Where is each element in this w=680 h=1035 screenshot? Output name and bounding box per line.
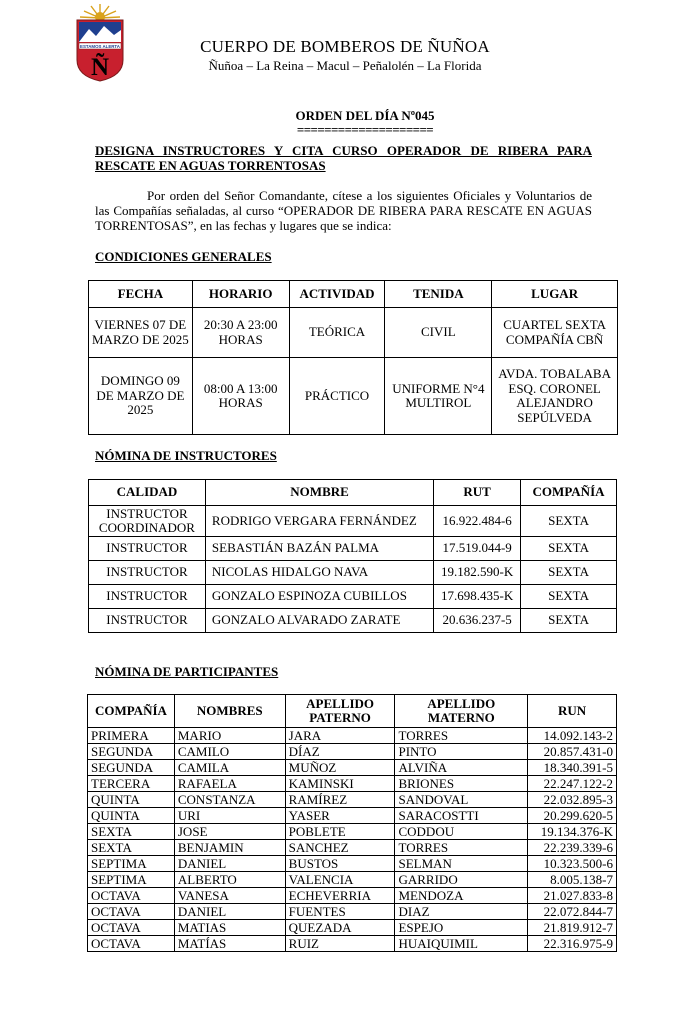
cell-tenida: CIVIL [385, 308, 492, 358]
cell-run: 21.819.912-7 [528, 920, 617, 936]
col-actividad: ACTIVIDAD [289, 281, 385, 308]
col-horario: HORARIO [192, 281, 289, 308]
cell-nombres: CAMILO [174, 744, 285, 760]
cell-apellido-paterno: POBLETE [285, 824, 395, 840]
cell-apellido-paterno: RUIZ [285, 936, 395, 952]
conditions-heading: CONDICIONES GENERALES [95, 249, 272, 264]
bomberos-crest-logo [74, 2, 126, 82]
cell-actividad: PRÁCTICO [289, 358, 385, 435]
order-separator: ==================== [296, 122, 434, 137]
cell-run: 19.134.376-K [528, 824, 617, 840]
instructors-header-row [89, 480, 617, 506]
cell-apellido-materno: GARRIDO [395, 872, 528, 888]
cell-actividad: TEÓRICA [289, 308, 385, 358]
cell-nombres: RAFAELA [174, 776, 285, 792]
cell-compania: SEPTIMA [88, 856, 175, 872]
table-row [89, 358, 618, 435]
institution-title: CUERPO DE BOMBEROS DE ÑUÑOA [200, 37, 490, 56]
table-row [88, 824, 617, 840]
cell-apellido-paterno: DÍAZ [285, 744, 395, 760]
cell-nombres: MATIAS [174, 920, 285, 936]
cell-apellido-paterno: KAMINSKI [285, 776, 395, 792]
cell-apellido-paterno: RAMÍREZ [285, 792, 395, 808]
cell-run: 22.072.844-7 [528, 904, 617, 920]
participants-table [87, 694, 617, 952]
cell-compania: OCTAVA [88, 904, 175, 920]
table-row [88, 744, 617, 760]
cell-nombres: VANESA [174, 888, 285, 904]
cell-run: 22.316.975-9 [528, 936, 617, 952]
cell-nombres: CAMILA [174, 760, 285, 776]
cell-compania: SEXTA [88, 824, 175, 840]
table-row [88, 840, 617, 856]
cell-lugar: AVDA. TOBALABA ESQ. CORONEL ALEJANDRO SEPÚLVEDA [492, 358, 618, 435]
cell-compania: SEPTIMA [88, 872, 175, 888]
cell-nombres: DANIEL [174, 904, 285, 920]
table-row [88, 728, 617, 744]
cell-compania: OCTAVA [88, 936, 175, 952]
cell-rut: 20.636.237-5 [434, 609, 521, 633]
conditions-table [88, 280, 618, 435]
cell-tenida: UNIFORME N°4 MULTIROL [385, 358, 492, 435]
cell-apellido-materno: SARACOSTTI [395, 808, 528, 824]
cell-nombres: MATÍAS [174, 936, 285, 952]
cell-nombres: MARIO [174, 728, 285, 744]
cell-apellido-materno: MENDOZA [395, 888, 528, 904]
cell-compania: TERCERA [88, 776, 175, 792]
table-row [88, 920, 617, 936]
col-rut: RUT [434, 480, 521, 506]
col-nombres: NOMBRES [174, 695, 285, 728]
col-apellido-paterno: APELLIDO PATERNO [285, 695, 395, 728]
logo-motto: ESTAMOS ALERTA [80, 44, 120, 49]
table-row [89, 537, 617, 561]
cell-apellido-paterno: BUSTOS [285, 856, 395, 872]
cell-fecha: VIERNES 07 DE MARZO DE 2025 [89, 308, 193, 358]
order-subject: DESIGNA INSTRUCTORES Y CITA CURSO OPERADOR DE RIBERA PARA RESCATE EN AGUAS TORRENTOSAS [95, 143, 592, 173]
cell-apellido-paterno: SANCHEZ [285, 840, 395, 856]
cell-run: 20.299.620-5 [528, 808, 617, 824]
col-nombre: NOMBRE [205, 480, 433, 506]
order-paragraph: Por orden del Señor Comandante, cítese a los siguientes Oficiales y Voluntarios de las Compañías señaladas, al curso “OPERADOR DE RIBERA PARA RESCATE EN AGUAS TORRENTOSAS”, en las fechas y lugares que se indica: [95, 188, 592, 233]
cell-nombre: GONZALO ALVARADO ZARATE [205, 609, 433, 633]
col-lugar: LUGAR [492, 281, 618, 308]
order-title: ORDEN DEL DÍA Nº045 [295, 108, 435, 123]
table-row [88, 808, 617, 824]
cell-compania: SEGUNDA [88, 744, 175, 760]
col-calidad: CALIDAD [89, 480, 206, 506]
cell-apellido-materno: ALVIÑA [395, 760, 528, 776]
table-row [88, 904, 617, 920]
cell-apellido-paterno: VALENCIA [285, 872, 395, 888]
cell-compania: PRIMERA [88, 728, 175, 744]
cell-compania: SEGUNDA [88, 760, 175, 776]
cell-calidad: INSTRUCTOR [89, 609, 206, 633]
cell-apellido-paterno: JARA [285, 728, 395, 744]
cell-apellido-paterno: MUÑOZ [285, 760, 395, 776]
instructors-table [88, 479, 617, 633]
cell-compania: SEXTA [521, 506, 617, 537]
cell-compania: OCTAVA [88, 920, 175, 936]
col-run: RUN [528, 695, 617, 728]
cell-apellido-paterno: ECHEVERRIA [285, 888, 395, 904]
cell-nombre: NICOLAS HIDALGO NAVA [205, 561, 433, 585]
cell-horario: 08:00 A 13:00 HORAS [192, 358, 289, 435]
logo-letter: Ñ [90, 54, 110, 81]
cell-apellido-materno: DIAZ [395, 904, 528, 920]
cell-run: 20.857.431-0 [528, 744, 617, 760]
table-row [89, 609, 617, 633]
cell-rut: 17.698.435-K [434, 585, 521, 609]
cell-apellido-paterno: FUENTES [285, 904, 395, 920]
cell-compania: SEXTA [521, 609, 617, 633]
table-row [89, 585, 617, 609]
table-row [88, 760, 617, 776]
table-row [89, 561, 617, 585]
cell-run: 21.027.833-8 [528, 888, 617, 904]
cell-nombres: URI [174, 808, 285, 824]
cell-apellido-materno: BRIONES [395, 776, 528, 792]
col-fecha: FECHA [89, 281, 193, 308]
cell-compania: QUINTA [88, 808, 175, 824]
cell-run: 22.239.339-6 [528, 840, 617, 856]
cell-compania: SEXTA [521, 537, 617, 561]
col-compania: COMPAÑÍA [521, 480, 617, 506]
cell-apellido-materno: PINTO [395, 744, 528, 760]
table-row [88, 888, 617, 904]
institution-communes: Ñuñoa – La Reina – Macul – Peñalolén – La Florida [208, 58, 482, 73]
cell-calidad: INSTRUCTOR [89, 537, 206, 561]
cell-apellido-materno: ESPEJO [395, 920, 528, 936]
table-row [88, 872, 617, 888]
cell-calidad: INSTRUCTOR [89, 561, 206, 585]
cell-nombres: CONSTANZA [174, 792, 285, 808]
cell-run: 22.247.122-2 [528, 776, 617, 792]
participants-heading: NÓMINA DE PARTICIPANTES [95, 664, 279, 679]
cell-rut: 17.519.044-9 [434, 537, 521, 561]
cell-apellido-paterno: QUEZADA [285, 920, 395, 936]
cell-apellido-materno: SANDOVAL [395, 792, 528, 808]
cell-apellido-materno: HUAIQUIMIL [395, 936, 528, 952]
cell-compania: SEXTA [521, 585, 617, 609]
table-row [89, 506, 617, 537]
cell-calidad: INSTRUCTOR [89, 585, 206, 609]
cell-run: 10.323.500-6 [528, 856, 617, 872]
conditions-header-row [89, 281, 618, 308]
cell-rut: 19.182.590-K [434, 561, 521, 585]
instructors-heading: NÓMINA DE INSTRUCTORES [95, 448, 277, 463]
cell-nombres: BENJAMIN [174, 840, 285, 856]
col-apellido-materno: APELLIDO MATERNO [395, 695, 528, 728]
cell-run: 18.340.391-5 [528, 760, 617, 776]
cell-run: 22.032.895-3 [528, 792, 617, 808]
cell-apellido-materno: SELMAN [395, 856, 528, 872]
cell-compania: SEXTA [521, 561, 617, 585]
table-row [88, 936, 617, 952]
cell-apellido-materno: TORRES [395, 840, 528, 856]
cell-fecha: DOMINGO 09 DE MARZO DE 2025 [89, 358, 193, 435]
table-row [89, 308, 618, 358]
participants-header-row [88, 695, 617, 728]
col-compania: COMPAÑÍA [88, 695, 175, 728]
cell-nombres: DANIEL [174, 856, 285, 872]
cell-run: 14.092.143-2 [528, 728, 617, 744]
cell-run: 8.005.138-7 [528, 872, 617, 888]
cell-compania: SEXTA [88, 840, 175, 856]
cell-apellido-paterno: YASER [285, 808, 395, 824]
cell-nombres: ALBERTO [174, 872, 285, 888]
table-row [88, 776, 617, 792]
table-row [88, 856, 617, 872]
cell-compania: OCTAVA [88, 888, 175, 904]
cell-apellido-materno: TORRES [395, 728, 528, 744]
cell-nombres: JOSE [174, 824, 285, 840]
cell-nombre: RODRIGO VERGARA FERNÁNDEZ [205, 506, 433, 537]
cell-lugar: CUARTEL SEXTA COMPAÑÍA CBÑ [492, 308, 618, 358]
cell-compania: QUINTA [88, 792, 175, 808]
cell-apellido-materno: CODDOU [395, 824, 528, 840]
table-row [88, 792, 617, 808]
cell-nombre: SEBASTIÁN BAZÁN PALMA [205, 537, 433, 561]
cell-rut: 16.922.484-6 [434, 506, 521, 537]
cell-horario: 20:30 A 23:00 HORAS [192, 308, 289, 358]
col-tenida: TENIDA [385, 281, 492, 308]
cell-calidad: INSTRUCTOR COORDINADOR [89, 506, 206, 537]
cell-nombre: GONZALO ESPINOZA CUBILLOS [205, 585, 433, 609]
